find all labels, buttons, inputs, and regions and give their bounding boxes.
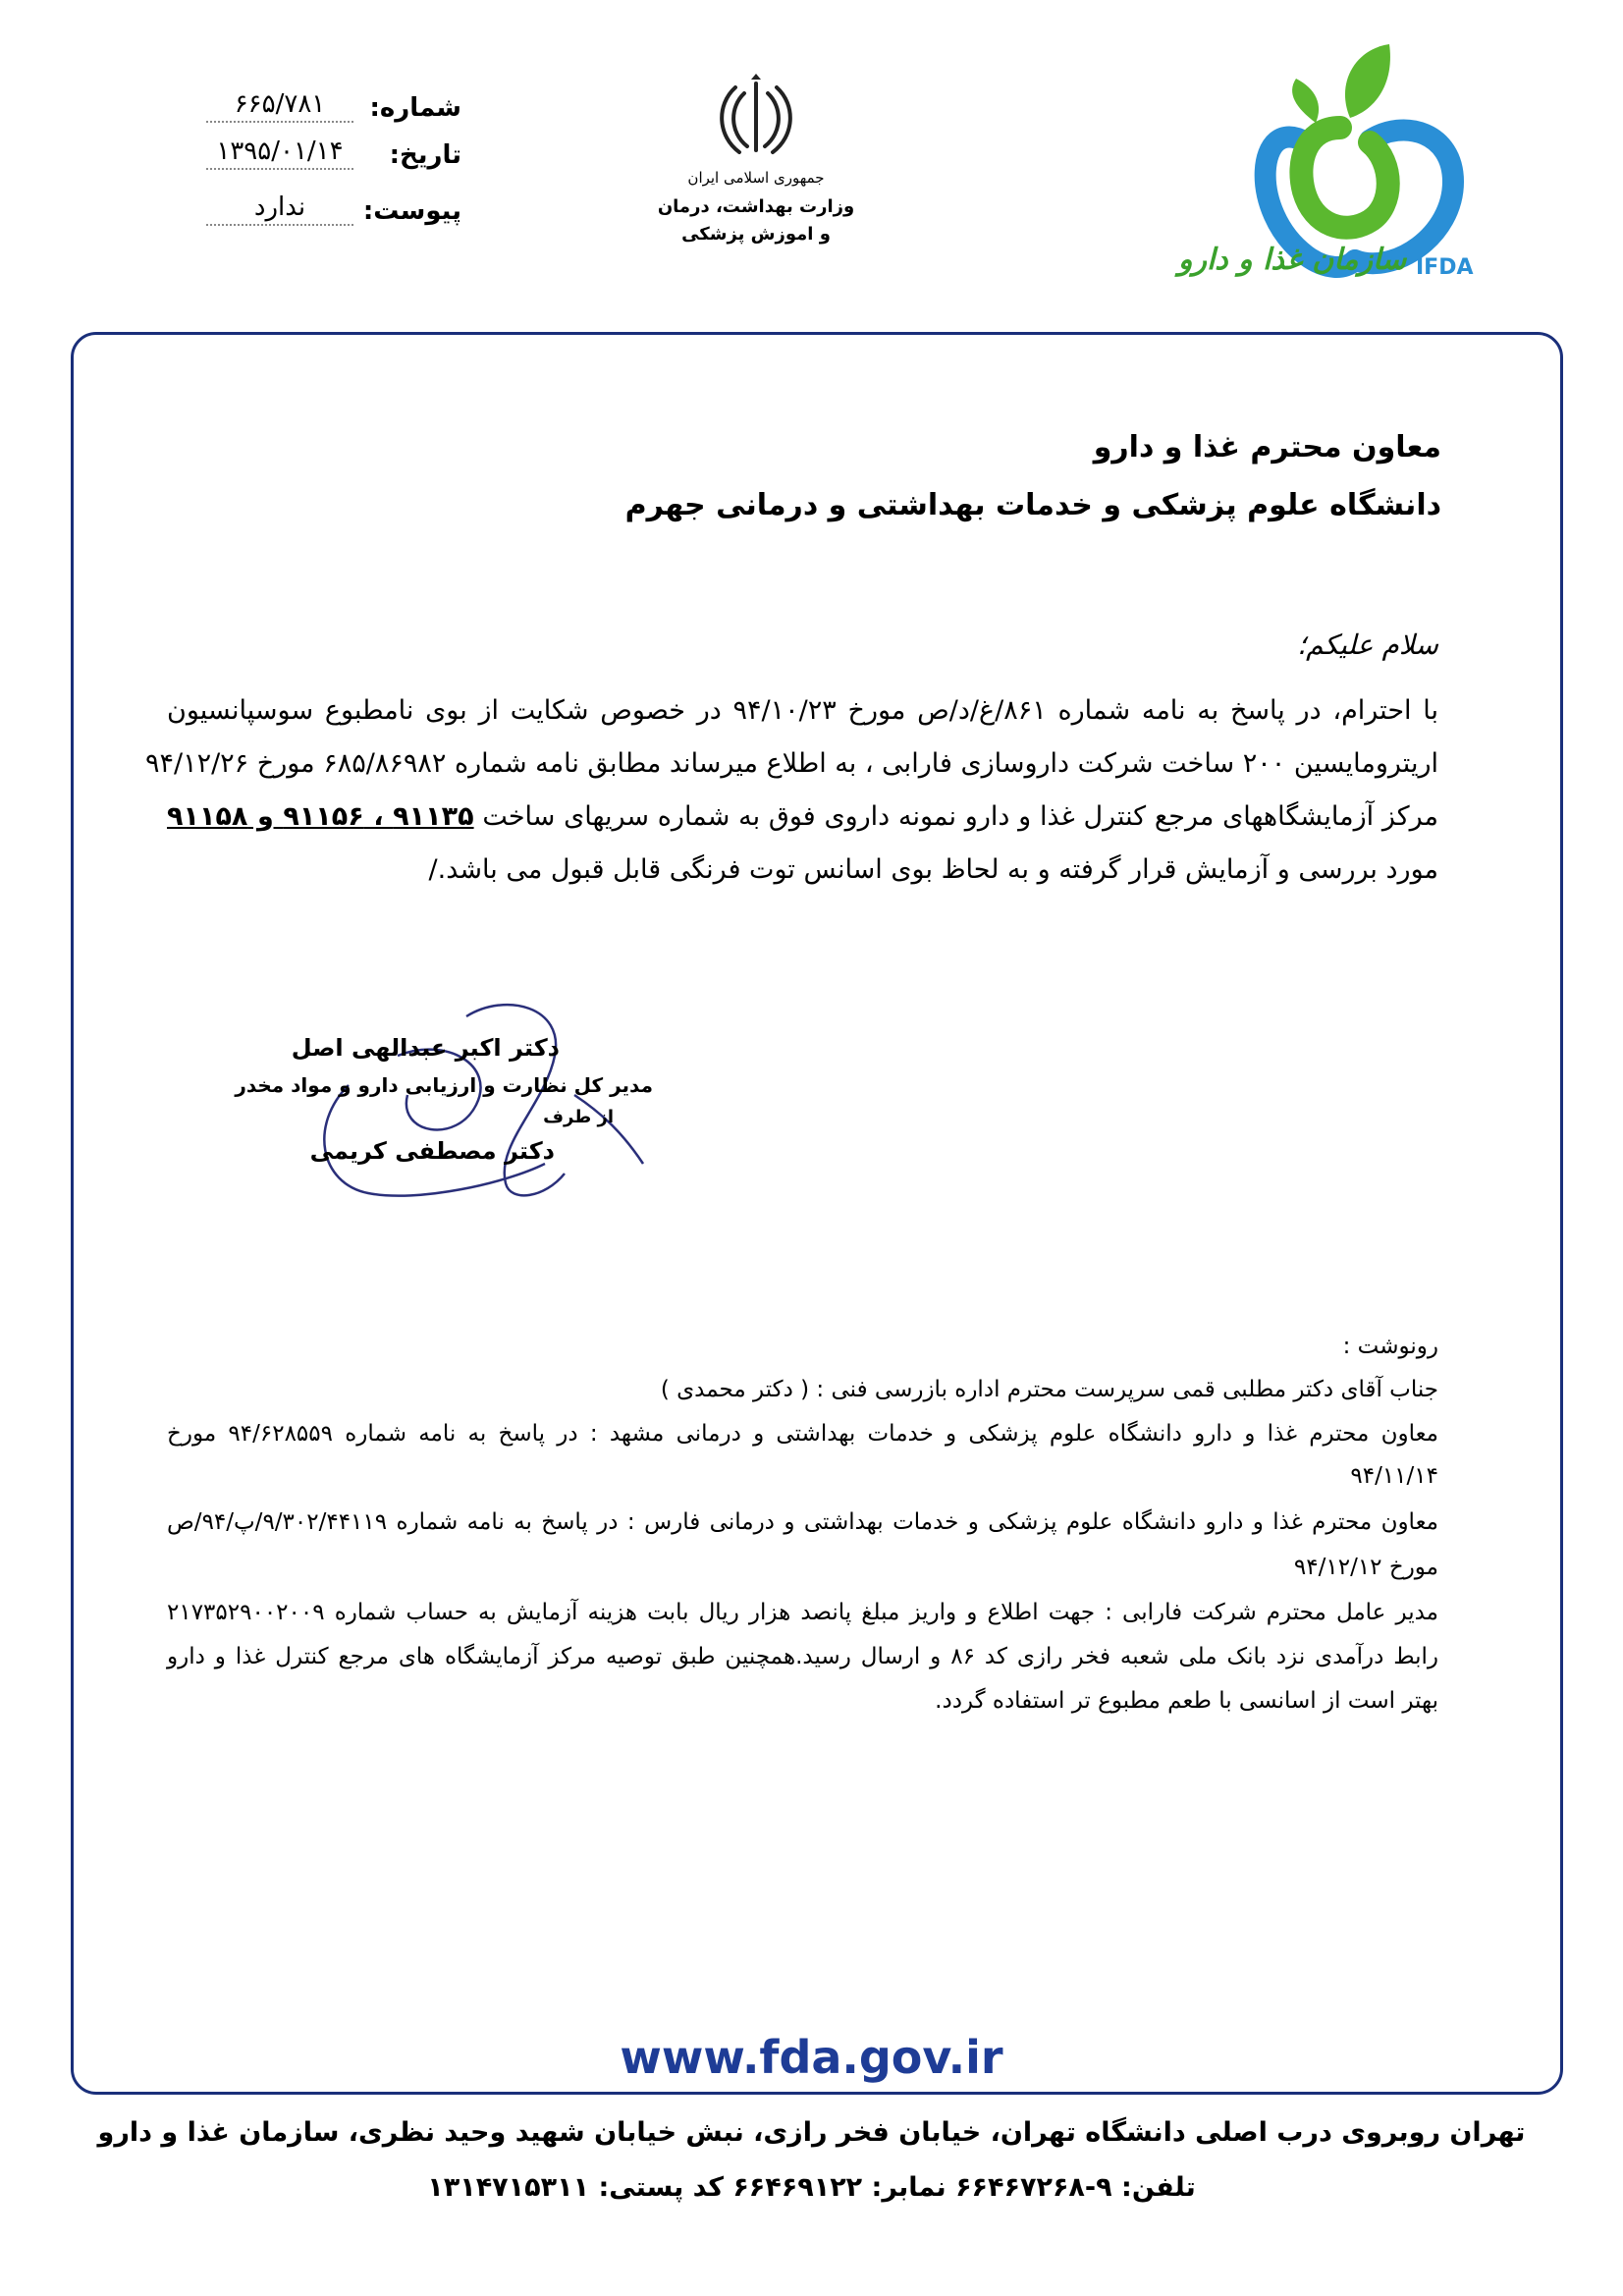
- signature-signer: دکتر مصطفی کریمی: [309, 1137, 555, 1165]
- iran-emblem-icon: [712, 74, 800, 162]
- cc-line-3: ۹۴/۱۱/۱۴: [1350, 1463, 1438, 1489]
- cc-line-6: مدیر عامل محترم شرکت فارابی : جهت اطلاع و واریز مبلغ پانصد هزار ریال بابت هزینه آزمایش به حساب شماره ۲۱۷۳۵۲۹۰۰۲۰۰۹: [167, 1600, 1438, 1625]
- letter-frame: [71, 332, 1563, 2095]
- signature-scribble-icon: [250, 997, 653, 1208]
- ifda-logo-text: سازمان غذا و دارو: [1178, 243, 1407, 277]
- footer-contact: تلفن: ۹-۶۶۴۶۷۲۶۸ نمابر: ۶۶۴۶۹۱۲۲ کد پستی: ۱۳۱۴۷۱۵۳۱۱: [427, 2172, 1196, 2203]
- cc-line-7: رابط درآمدی نزد بانک ملی شعبه فخر رازی کد ۸۶ و ارسال رسید.همچنین طبق توصیه مرکز آزمایشگاه های مرجع کنترل غذا و دارو: [167, 1644, 1439, 1669]
- signature-on-behalf: از طرف: [543, 1107, 614, 1127]
- cc-title: رونوشت :: [1342, 1334, 1438, 1359]
- letter-number-value: ۶۶۵/۷۸۱: [206, 89, 353, 123]
- signature-stamp: [235, 997, 653, 1208]
- website-url[interactable]: www.fda.gov.ir: [620, 2031, 1003, 2084]
- cc-line-5: مورخ ۹۴/۱۲/۱۲: [1293, 1555, 1438, 1580]
- cc-line-2: معاون محترم غذا و دارو دانشگاه علوم پزشکی و خدمات بهداشتی و درمانی مشهد : در پاسخ به نامه شماره ۹۴/۶۲۸۵۵۹ مورخ: [167, 1421, 1439, 1447]
- cc-line-4: معاون محترم غذا و دارو دانشگاه علوم پزشکی و خدمات بهداشتی و درمانی فارس : در پاسخ به نامه شماره ۹/۳۰۲/۴۴۱۱۹/پ/۹۴/ص: [167, 1509, 1438, 1535]
- body-line-4: مورد بررسی و آزمایش قرار گرفته و به لحاظ بوی اسانس توت فرنگی قابل قبول می باشد./: [428, 854, 1438, 885]
- body-line-1: با احترام، در پاسخ به نامه شماره ۸۶۱/غ/د/ص مورخ ۹۴/۱۰/۲۳ در خصوص شکایت از بوی نامطبوع سوسپانسیون: [167, 695, 1439, 726]
- recipient-title: معاون محترم غذا و دارو: [1093, 430, 1441, 465]
- ministry-name-line2: و اموزش پزشکی: [681, 224, 831, 245]
- letter-attachment-row: [167, 192, 461, 236]
- ministry-country-line: جمهوری اسلامی ایران: [687, 169, 825, 187]
- ifda-logo: [1159, 25, 1512, 300]
- letter-attachment-value: ندارد: [206, 192, 353, 226]
- signature-title: مدیر کل نظارت و ارزیابی دارو و مواد مخدر: [235, 1073, 653, 1097]
- cc-line-1: جناب آقای دکتر مطلبی قمی سرپرست محترم اداره بازرسی فنی : ( دکتر محمدی ): [660, 1377, 1438, 1402]
- letter-date-value: ۱۳۹۵/۰۱/۱۴: [206, 137, 353, 170]
- body-line-2: اریترومایسین ۲۰۰ ساخت شرکت داروسازی فارابی ، به اطلاع میرساند مطابق نامه شماره ۶۸۵/۸۶۹۸۲ مورخ ۹۴/۱۲/۲۶: [144, 748, 1438, 779]
- signature-name: دکتر اکبر عبدالهی اصل: [291, 1034, 560, 1062]
- recipient-organization: دانشگاه علوم پزشکی و خدمات بهداشتی و درمانی جهرم: [624, 488, 1441, 522]
- body-line-3: [167, 801, 1438, 832]
- ministry-name-line1: وزارت بهداشت، درمان: [657, 196, 855, 217]
- ifda-logo-abbr: IFDA: [1416, 255, 1474, 280]
- letter-date-row: [167, 137, 461, 180]
- cc-line-8: بهتر است از اسانسی با طعم مطبوع تر استفاده گردد.: [935, 1688, 1438, 1714]
- batch-serial-numbers: ۹۱۱۳۵ ، ۹۱۱۵۶ و ۹۱۱۵۸: [167, 801, 474, 832]
- greeting: سلام علیکم؛: [1297, 629, 1438, 661]
- letter-date-label: تاریخ:: [389, 140, 461, 170]
- letter-number-label: شماره:: [369, 93, 461, 123]
- body-line-3-text: مرکز آزمایشگاههای مرجع کنترل غذا و دارو نمونه داروی فوق به شماره سریهای ساخت: [482, 801, 1438, 832]
- letter-attachment-label: پیوست:: [362, 196, 461, 226]
- footer-address: تهران روبروی درب اصلی دانشگاه تهران، خیابان فخر رازی، نبش خیابان شهید وحید نظری، سازمان غذا و دارو: [97, 2117, 1526, 2148]
- letter-number-row: [167, 89, 461, 133]
